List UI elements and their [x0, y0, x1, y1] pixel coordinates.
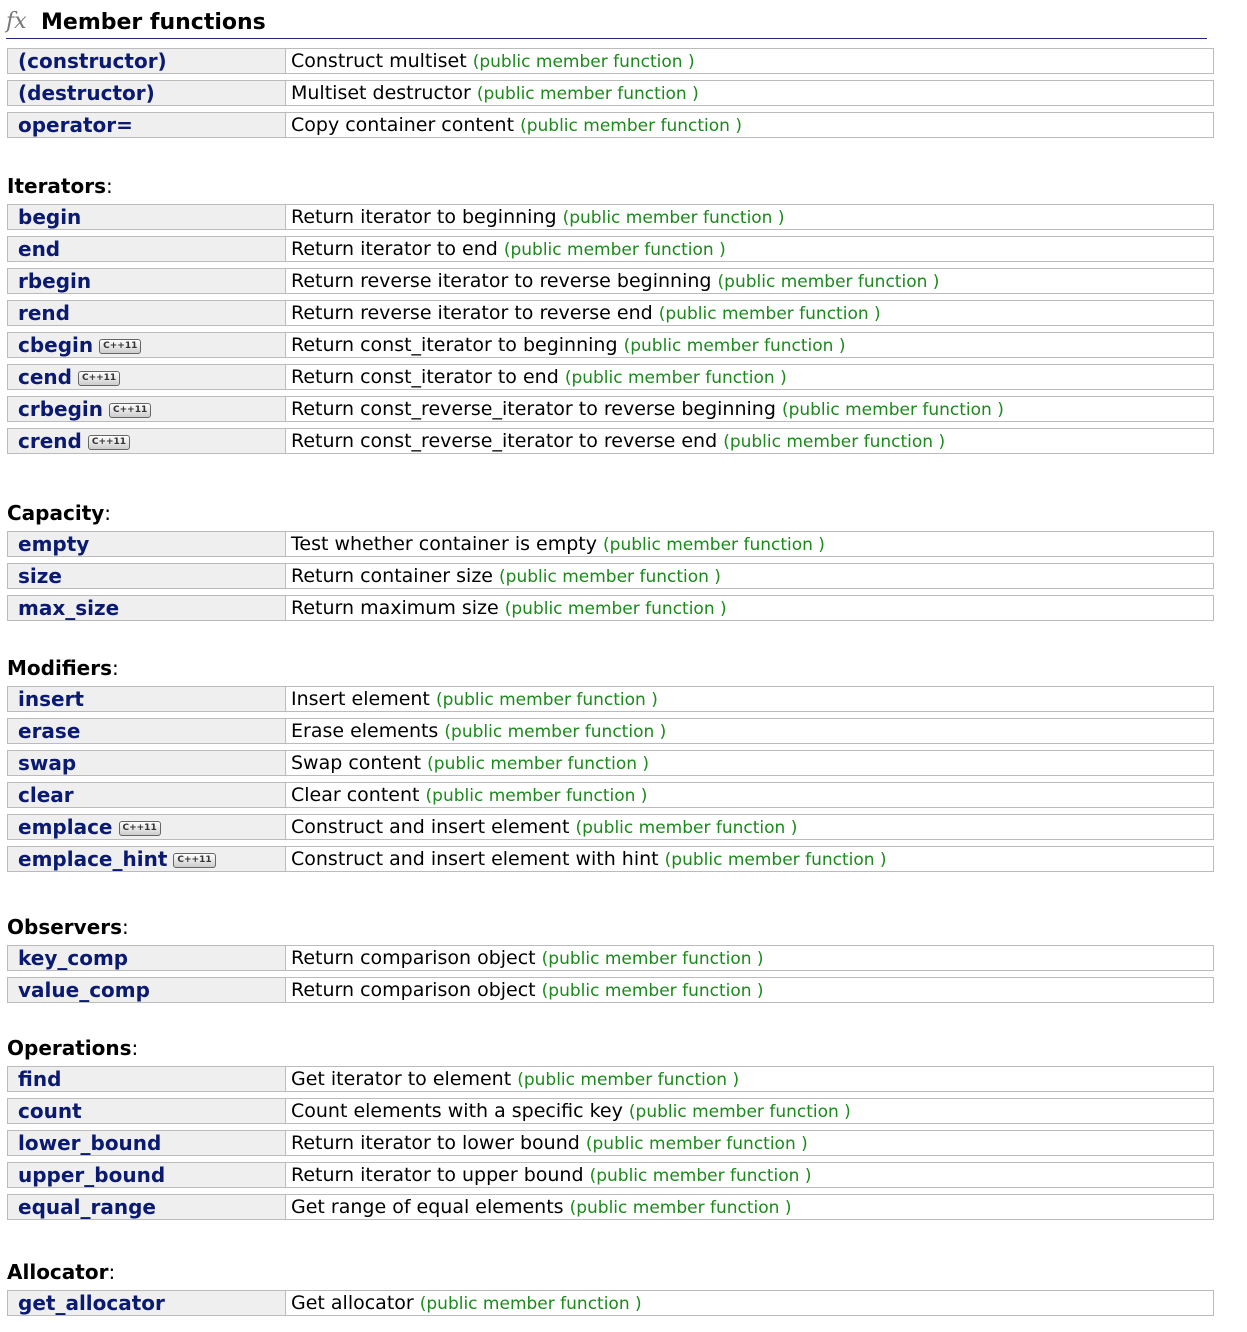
section-title-colon: :	[104, 501, 112, 525]
cpp11-badge-icon: C++11	[99, 339, 141, 354]
function-description-cell	[285, 1066, 1214, 1092]
section-title-text: Operations	[7, 1036, 132, 1060]
function-name-cell	[7, 332, 285, 358]
function-kind-label: (public member function )	[427, 754, 650, 774]
function-description-cell	[285, 300, 1214, 326]
function-name-cell	[7, 48, 285, 74]
table-row	[7, 364, 1214, 390]
function-link-find[interactable]: find	[18, 1067, 62, 1091]
function-kind-label: (public member function )	[499, 567, 721, 587]
cpp11-badge-icon: C++11	[88, 435, 130, 450]
table-row	[7, 531, 1214, 557]
function-description: Return reverse iterator to reverse end	[291, 302, 653, 324]
function-link-emplace[interactable]: emplace	[18, 815, 113, 839]
function-description: Count elements with a specific key	[291, 1100, 623, 1122]
function-description-cell	[285, 977, 1214, 1003]
cpp11-badge-icon: C++11	[78, 371, 120, 386]
function-link-destructor[interactable]: (destructor)	[18, 81, 155, 105]
function-description: Swap content	[291, 752, 422, 774]
table-row	[7, 1290, 1214, 1316]
function-description-cell	[285, 236, 1214, 262]
function-description-cell	[285, 846, 1214, 872]
function-link-upper_bound[interactable]: upper_bound	[18, 1163, 166, 1187]
function-link-rbegin[interactable]: rbegin	[18, 269, 92, 293]
function-description: Return comparison object	[291, 947, 536, 969]
function-description: Erase elements	[291, 720, 439, 742]
function-link-count[interactable]: count	[18, 1099, 82, 1123]
function-kind-label: (public member function )	[504, 599, 727, 619]
function-kind-label: (public member function )	[658, 304, 881, 324]
function-description-cell	[285, 531, 1214, 557]
function-name-cell	[7, 1066, 285, 1092]
function-description-cell	[285, 782, 1214, 808]
function-kind-label: (public member function )	[664, 850, 887, 870]
table-row	[7, 332, 1214, 358]
function-table-modifiers	[7, 680, 1214, 878]
function-description: Return reverse iterator to reverse beginning	[291, 270, 712, 292]
function-link-begin[interactable]: begin	[18, 205, 82, 229]
function-kind-label: (public member function )	[628, 1102, 851, 1122]
function-description: Return iterator to end	[291, 238, 498, 260]
table-row	[7, 595, 1214, 621]
cpp11-badge-icon: C++11	[173, 853, 215, 868]
function-description: Return const_iterator to beginning	[291, 334, 618, 356]
section-title-operations	[7, 1036, 138, 1060]
table-row	[7, 80, 1214, 106]
section-title-colon: :	[111, 656, 119, 680]
function-name-cell	[7, 814, 285, 840]
function-link-get_allocator[interactable]: get_allocator	[18, 1291, 165, 1315]
function-description: Return iterator to beginning	[291, 206, 557, 228]
function-link-rend[interactable]: rend	[18, 301, 70, 325]
table-row	[7, 268, 1214, 294]
table-row	[7, 945, 1214, 971]
function-name-cell	[7, 268, 285, 294]
function-kind-label: (public member function )	[472, 52, 695, 72]
function-kind-label: (public member function )	[569, 1198, 792, 1218]
function-kind-label: (public member function )	[589, 1166, 812, 1186]
function-kind-label: (public member function )	[541, 949, 764, 969]
function-link-lower_bound[interactable]: lower_bound	[18, 1131, 162, 1155]
function-description-cell	[285, 1098, 1214, 1124]
function-kind-label: (public member function )	[723, 432, 946, 452]
function-kind-label: (public member function )	[717, 272, 940, 292]
function-icon: fx	[6, 9, 27, 34]
table-row	[7, 846, 1214, 872]
table-row	[7, 1066, 1214, 1092]
table-row	[7, 750, 1214, 776]
function-description: Insert element	[291, 688, 430, 710]
function-kind-label: (public member function )	[541, 981, 764, 1001]
function-description-cell	[285, 750, 1214, 776]
function-description-cell	[285, 1130, 1214, 1156]
function-table-observers	[7, 939, 1214, 1009]
section-title-allocator	[7, 1260, 115, 1284]
function-name-cell	[7, 782, 285, 808]
section-title-colon: :	[106, 174, 113, 198]
section-title-observers	[7, 915, 129, 939]
function-kind-label: (public member function )	[419, 1294, 642, 1314]
cpp11-badge-icon: C++11	[119, 821, 161, 836]
function-link-operator[interactable]: operator=	[18, 113, 133, 137]
table-row	[7, 782, 1214, 808]
function-name-cell	[7, 595, 285, 621]
function-description: Return container size	[291, 565, 493, 587]
function-table-capacity	[7, 525, 1214, 627]
function-name-cell	[7, 1162, 285, 1188]
function-link-erase[interactable]: erase	[18, 719, 81, 743]
section-title-iterators	[7, 174, 113, 198]
function-name-cell	[7, 846, 285, 872]
function-description: Return maximum size	[291, 597, 499, 619]
function-description-cell	[285, 428, 1214, 454]
function-name-cell	[7, 945, 285, 971]
function-name-cell	[7, 1098, 285, 1124]
function-name-cell	[7, 977, 285, 1003]
function-description-cell	[285, 686, 1214, 712]
function-description-cell	[285, 1194, 1214, 1220]
function-name-cell	[7, 80, 285, 106]
function-name-cell	[7, 428, 285, 454]
function-kind-label: (public member function )	[585, 1134, 808, 1154]
function-link-empty[interactable]: empty	[18, 532, 90, 556]
function-link-key_comp[interactable]: key_comp	[18, 946, 129, 970]
function-link-max_size[interactable]: max_size	[18, 596, 120, 620]
function-description-cell	[285, 396, 1214, 422]
table-row	[7, 686, 1214, 712]
function-kind-label: (public member function )	[603, 535, 825, 555]
function-description: Return const_iterator to end	[291, 366, 559, 388]
function-name-cell	[7, 1290, 285, 1316]
function-description: Construct and insert element with hint	[291, 848, 659, 870]
function-description-cell	[285, 563, 1214, 589]
function-description: Construct multiset	[291, 50, 467, 72]
function-description-cell	[285, 718, 1214, 744]
section-title-capacity	[7, 501, 111, 525]
function-name-cell	[7, 563, 285, 589]
function-name-cell	[7, 750, 285, 776]
function-name-cell	[7, 204, 285, 230]
table-row	[7, 1098, 1214, 1124]
function-table-iterators	[7, 198, 1214, 460]
function-link-clear[interactable]: clear	[18, 783, 74, 807]
section-title-text: Modifiers	[7, 656, 112, 680]
function-kind-label: (public member function )	[503, 240, 726, 260]
section-title-colon: :	[122, 915, 129, 939]
function-kind-label: (public member function )	[435, 690, 658, 710]
function-table-allocator	[7, 1284, 1214, 1322]
function-name-cell	[7, 1194, 285, 1220]
function-kind-label: (public member function )	[517, 1070, 740, 1090]
section-title-text: Capacity	[7, 501, 105, 525]
table-row	[7, 1162, 1214, 1188]
section-title-text: Allocator	[7, 1260, 109, 1284]
function-description-cell	[285, 204, 1214, 230]
section-title-colon: :	[131, 1036, 139, 1060]
function-link-emplace_hint[interactable]: emplace_hint	[18, 847, 168, 871]
function-description-cell	[285, 268, 1214, 294]
function-description-cell	[285, 332, 1214, 358]
page-title: Member functions	[41, 10, 266, 35]
function-description: Clear content	[291, 784, 420, 806]
function-description: Get range of equal elements	[291, 1196, 564, 1218]
section-header	[6, 8, 1207, 39]
table-row	[7, 428, 1214, 454]
table-row	[7, 204, 1214, 230]
function-link-size[interactable]: size	[18, 564, 62, 588]
function-description-cell	[285, 48, 1214, 74]
section-title-colon: :	[108, 1260, 116, 1284]
function-kind-label: (public member function )	[425, 786, 648, 806]
table-row	[7, 563, 1214, 589]
function-name-cell	[7, 364, 285, 390]
function-description: Copy container content	[291, 114, 515, 136]
cpp11-badge-icon: C++11	[109, 403, 151, 418]
table-row	[7, 1194, 1214, 1220]
function-kind-label: (public member function )	[476, 84, 699, 104]
function-name-cell	[7, 112, 285, 138]
function-link-crend[interactable]: crend	[18, 429, 82, 453]
function-link-swap[interactable]: swap	[18, 751, 77, 775]
function-table-general	[7, 42, 1214, 144]
table-row	[7, 396, 1214, 422]
table-row	[7, 814, 1214, 840]
function-kind-label: (public member function )	[623, 336, 846, 356]
function-kind-label: (public member function )	[562, 208, 785, 228]
function-link-value_comp[interactable]: value_comp	[18, 978, 150, 1002]
function-description: Get allocator	[291, 1292, 414, 1314]
function-description-cell	[285, 1290, 1214, 1316]
table-row	[7, 48, 1214, 74]
function-description: Return const_reverse_iterator to reverse beginning	[291, 398, 776, 420]
function-link-insert[interactable]: insert	[18, 687, 84, 711]
function-link-cend[interactable]: cend	[18, 365, 72, 389]
function-link-end[interactable]: end	[18, 237, 61, 261]
table-row	[7, 300, 1214, 326]
table-row	[7, 1130, 1214, 1156]
function-link-crbegin[interactable]: crbegin	[18, 397, 104, 421]
table-row	[7, 977, 1214, 1003]
section-title-text: Observers	[7, 915, 123, 939]
function-link-constructor[interactable]: (constructor)	[18, 49, 167, 73]
function-description: Return const_reverse_iterator to reverse end	[291, 430, 718, 452]
function-kind-label: (public member function )	[520, 116, 742, 136]
function-description: Construct and insert element	[291, 816, 570, 838]
function-description: Return comparison object	[291, 979, 536, 1001]
function-kind-label: (public member function )	[575, 818, 798, 838]
table-row	[7, 718, 1214, 744]
function-name-cell	[7, 236, 285, 262]
function-description: Return iterator to upper bound	[291, 1164, 584, 1186]
function-table-operations	[7, 1060, 1214, 1226]
function-description-cell	[285, 80, 1214, 106]
function-description-cell	[285, 1162, 1214, 1188]
function-name-cell	[7, 300, 285, 326]
table-row	[7, 236, 1214, 262]
function-name-cell	[7, 1130, 285, 1156]
function-link-equal_range[interactable]: equal_range	[18, 1195, 156, 1219]
function-description: Get iterator to element	[291, 1068, 512, 1090]
function-description-cell	[285, 814, 1214, 840]
function-name-cell	[7, 396, 285, 422]
function-kind-label: (public member function )	[564, 368, 787, 388]
function-kind-label: (public member function )	[781, 400, 1004, 420]
function-description-cell	[285, 595, 1214, 621]
function-description-cell	[285, 112, 1214, 138]
function-description: Multiset destructor	[291, 82, 471, 104]
function-description-cell	[285, 364, 1214, 390]
table-row	[7, 112, 1214, 138]
section-title-text: Iterators	[7, 174, 106, 198]
function-name-cell	[7, 686, 285, 712]
function-description-cell	[285, 945, 1214, 971]
section-title-modifiers	[7, 656, 119, 680]
function-link-cbegin[interactable]: cbegin	[18, 333, 94, 357]
function-description: Return iterator to lower bound	[291, 1132, 580, 1154]
function-name-cell	[7, 531, 285, 557]
function-description: Test whether container is empty	[291, 533, 597, 555]
function-kind-label: (public member function )	[444, 722, 667, 742]
function-name-cell	[7, 718, 285, 744]
